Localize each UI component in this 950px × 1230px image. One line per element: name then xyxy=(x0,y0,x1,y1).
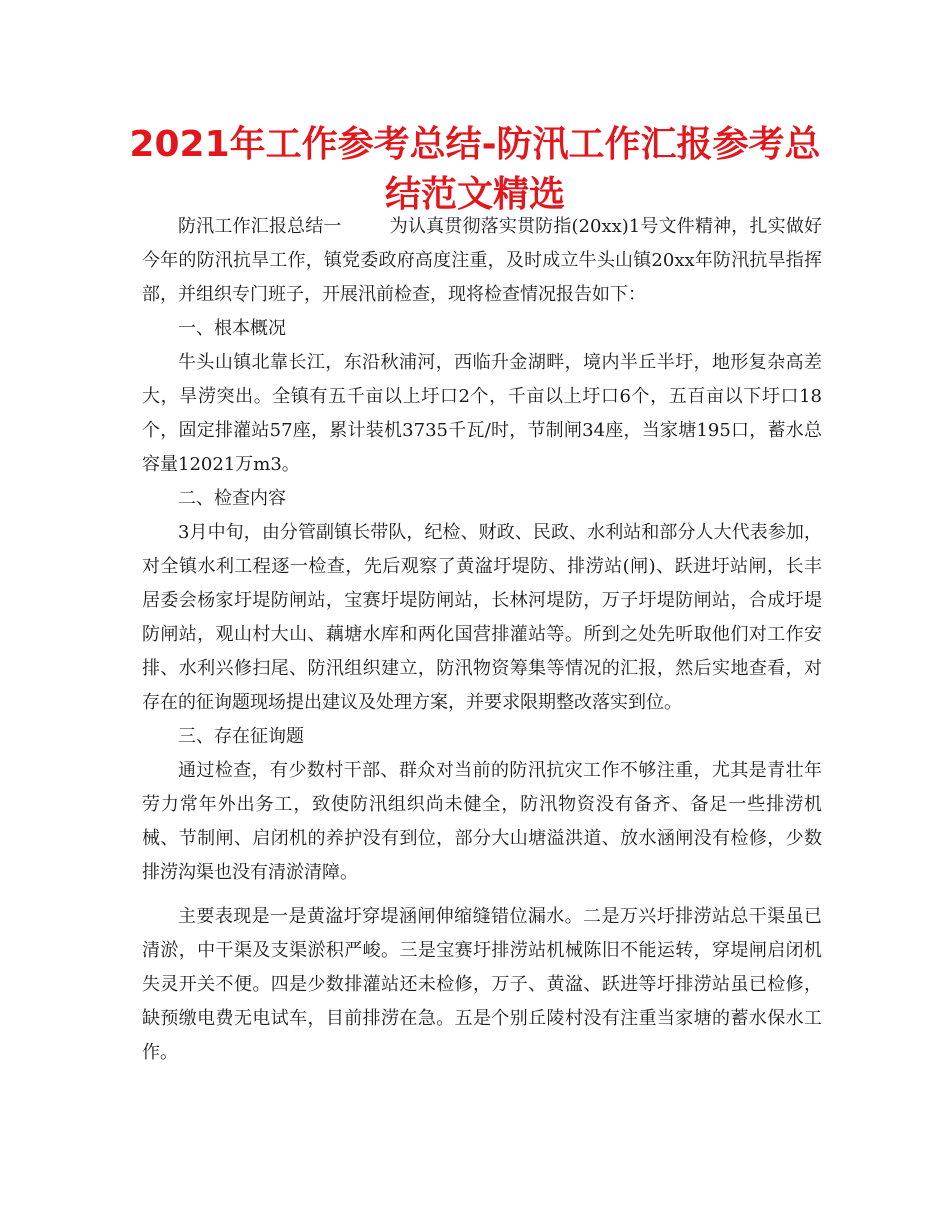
section-heading-overview: 一、根本概况 xyxy=(178,318,286,339)
section-problems-main-paragraph: 主要表现是一是黄湓圩穿堤涵闸伸缩缝错位漏水。二是万兴圩排涝站总干渠虽已清淤，中干渠及支渠淤积严峻。三是宝赛圩排涝站机械陈旧不能运转，穿堤闸启闭机失灵开关不便。四是少数排灌站还未检修，万子、黄湓、跃进等圩排涝站虽已检修，缺预缴电费无电试车，目前排涝在急。五是个别丘陵村没有注重当家塘的蓄水保水工作。 xyxy=(142,906,822,1063)
intro-label: 防汛工作汇报总结一 xyxy=(178,216,342,237)
section-inspection-paragraph: 3月中旬，由分管副镇长带队，纪检、财政、民政、水利站和部分人大代表参加，对全镇水利工程逐一检查，先后观察了黄湓圩堤防、排涝站(闸)、跃进圩站闸，长丰居委会杨家圩堤防闸站，宝赛圩堤防闸站，长林河堤防，万子圩堤防闸站，合成圩堤防闸站，观山村大山、藕塘水库和两化国营排灌站等。所到之处先听取他们对工作安排、水利兴修扫尾、防汛组织建立，防汛物资筹集等情况的汇报，然后实地查看，对存在的征询题现场提出建议及处理方案，并要求限期整改落实到位。 xyxy=(142,522,822,713)
intro-text: 为认真贯彻落实贯防指(20xx)1号文件精神，扎实做好今年的防汛抗旱工作，镇党委政府高度注重，及时成立牛头山镇20xx年防汛抗旱指挥部，并组织专门班子，开展汛前检查，现将检查情况报告如下： xyxy=(142,216,823,305)
section-overview-paragraph: 牛头山镇北靠长江，东沿秋浦河，西临升金湖畔，境内半丘半圩，地形复杂高差大，旱涝突出。全镇有五千亩以上圩口2个，千亩以上圩口6个，五百亩以下圩口18个，固定排灌站57座，累计装机3735千瓦/时，节制闸34座，当家塘195口，蓄水总容量12021万m3。 xyxy=(142,352,822,475)
section-heading-problems: 三、存在征询题 xyxy=(178,726,304,747)
document-title: 2021年工作参考总结-防汛工作汇报参考总结范文精选 xyxy=(129,124,821,215)
section-problems-paragraph: 通过检查，有少数村干部、群众对当前的防汛抗灾工作不够注重，尤其是青壮年劳力常年外出务工，致使防汛组织尚未健全，防汛物资没有备齐、备足一些排涝机械、节制闸、启闭机的养护没有到位，部分大山塘溢洪道、放水涵闸没有检修，少数排涝沟渠也没有清淤清障。 xyxy=(142,760,822,883)
intro-paragraph xyxy=(142,210,822,312)
section-heading-inspection: 二、检查内容 xyxy=(178,488,286,509)
document-body xyxy=(142,210,822,1070)
